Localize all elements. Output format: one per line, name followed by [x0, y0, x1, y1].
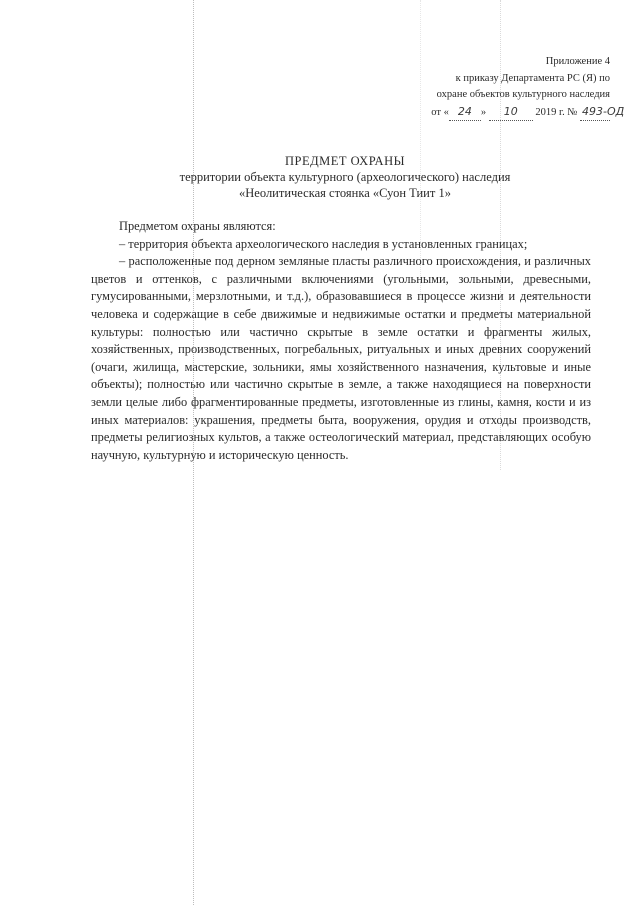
- handwritten-day: 24: [449, 104, 481, 122]
- appendix-header: [350, 54, 625, 121]
- appendix-order-ref: к приказу Департамента РС (Я) по: [455, 72, 610, 84]
- list-item: – территория объекта археологического наследия в установленных границах;: [119, 236, 528, 251]
- date-prefix: от «: [431, 106, 449, 118]
- appendix-label: Приложение 4: [545, 56, 610, 67]
- body-lead: Предметом охраны являются:: [119, 219, 276, 233]
- appendix-department: охране объектов культурного наследия: [436, 89, 610, 100]
- date-year: 2019 г. №: [535, 106, 578, 118]
- document-title: [110, 153, 580, 201]
- appendix-date-line: [350, 104, 625, 122]
- title-subject: территории объекта культурного (археологического) наследия: [179, 170, 511, 184]
- handwritten-month: 10: [489, 104, 533, 122]
- handwritten-order-number: 493-ОД: [580, 104, 610, 122]
- page-title: ПРЕДМЕТ ОХРАНЫ: [284, 154, 406, 168]
- title-site-name: «Неолитическая стоянка «Суон Тиит 1»: [239, 186, 451, 200]
- document-body: [91, 218, 591, 464]
- list-item: – расположенные под дерном земляные пласты различного происхождения, и различных цветов и оттенков, с различными включениями (угольными, зольными, древесными, гумусированными, мерзлотными, и т.д.), образовавшиеся в процессе жизни и деятельности человека и содержащие в себе движимые и недвижимые остатки и предметы материальной культуры: полностью или частично скрытые в земле остатки и фрагменты жилых, хозяйственных, производственных, погребальных, ритуальных и иных древних сооружений (очаги, жилища, мастерские, зольники, ямы хозяйственного назначения, культовые и иные объекты); полностью или частично скрытые в земле, а также находящиеся на поверхности земли целые либо фрагментированные предметы, изготовленные из глины, камня, кости и из иных материалов: украшения, предметы быта, вооружения, орудия и отходы производств, предметы религиозных культов, а также остеологический материал, представляющих особую научную, культурную и историческую ценность.: [91, 254, 591, 462]
- date-mid: »: [480, 106, 487, 118]
